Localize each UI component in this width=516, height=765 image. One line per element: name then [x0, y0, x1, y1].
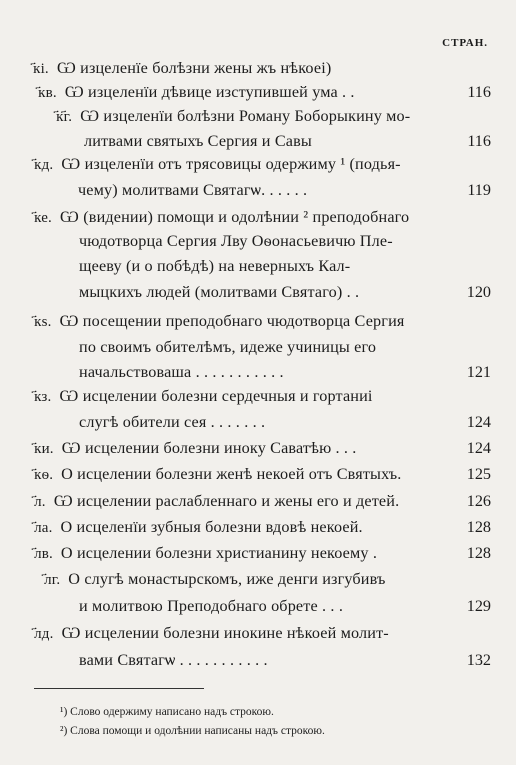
- toc-entry-text: Ѡ посещении преподобнаго чюдотворца Сергия: [59, 312, 405, 330]
- toc-entry-line: [78, 180, 307, 200]
- toc-entry-text: Ѡ (видении) помощи и одолѣнии ² преподобнаго: [59, 208, 410, 226]
- toc-page-number: 126: [466, 492, 491, 510]
- toc-entry-line: [44, 569, 386, 590]
- footnote-text: Слово одержиму написано надъ строкою.: [70, 706, 274, 718]
- toc-entry-line: [56, 106, 410, 127]
- toc-entry-line: [79, 282, 359, 302]
- toc-entry-text: Ѡ исцелении болезни инокине нѣкоей молит-: [61, 624, 389, 642]
- toc-page-number: 116: [467, 132, 491, 150]
- toc-entry-line: [79, 362, 284, 382]
- toc-entry-number: ҃кі.: [33, 61, 49, 77]
- toc-page-number: 119: [467, 181, 491, 199]
- toc-entry-text: О слугѣ монастырскомъ, иже денги изгубивъ: [68, 570, 386, 588]
- footnote-divider: [34, 688, 204, 689]
- toc-entry-number: ҃ки.: [34, 441, 54, 457]
- toc-page-number: 124: [466, 413, 491, 431]
- toc-entry-text: слугѣ обители сея . . . . . . .: [79, 413, 266, 431]
- footnote: [60, 724, 325, 738]
- toc-entry-line: [34, 207, 409, 228]
- toc-entry-text: Ѡ исцелении болезни иноку Саватѣю . . .: [61, 439, 357, 457]
- toc-entry-line: [34, 386, 373, 407]
- footnote-text: Слова помощи и одолѣнии написаны надъ строкою.: [70, 725, 325, 737]
- toc-entry-line: [34, 464, 401, 485]
- toc-entry-line: [38, 82, 355, 103]
- footnote: [60, 705, 274, 719]
- toc-entry-line: [34, 543, 377, 564]
- toc-entry-line: [34, 623, 389, 644]
- toc-page-number: 116: [467, 83, 491, 101]
- toc-page-number: 121: [466, 363, 491, 381]
- toc-entry-text: по своимъ обителѣмъ, идеже учиницы его: [79, 338, 377, 356]
- toc-entry-line: [34, 154, 401, 175]
- toc-entry-number: ҃к҃г.: [56, 109, 73, 125]
- toc-entry-text: Ѡ исцелении раслабленнаго и жены его и детей.: [53, 492, 400, 510]
- toc-entry-line: [34, 517, 363, 538]
- toc-entry-line: [34, 311, 404, 332]
- toc-entry-number: ҃кѕ.: [34, 314, 52, 330]
- toc-entry-number: ҃л.: [34, 494, 46, 510]
- toc-entry-number: ҃лг.: [44, 572, 61, 588]
- toc-entry-number: ҃кѳ.: [34, 467, 54, 483]
- toc-page-number: 125: [466, 465, 491, 483]
- toc-entry-text: Ѡ изцеленїе болѣзни жены жъ нѣкоеі): [56, 59, 332, 77]
- toc-entry-line: [79, 256, 350, 276]
- toc-page-number: 128: [466, 518, 491, 536]
- toc-entry-text: начальствоваша . . . . . . . . . . .: [79, 363, 284, 381]
- toc-entry-line: [79, 596, 343, 616]
- toc-entry-text: О исцелении болезни христианину некоему .: [60, 544, 378, 562]
- footnote-mark: ²): [60, 725, 71, 737]
- toc-entry-line: [34, 438, 357, 459]
- toc-entry-text: Ѡ изцеленїи отъ трясовицы одержиму ¹ (подья-: [61, 155, 401, 173]
- toc-entry-text: вами Святагѡ . . . . . . . . . . .: [79, 651, 268, 669]
- toc-entry-text: Ѡ изцеленїи дѣвице изступившей ума . .: [64, 83, 355, 101]
- toc-entry-number: ҃лв.: [34, 546, 53, 562]
- toc-entry-number: ҃лд.: [34, 626, 54, 642]
- toc-entry-line: [34, 491, 399, 512]
- toc-entry-line: [79, 337, 376, 357]
- toc-entry-text: О исцеленїи зубныя болезни вдовѣ некоей.: [60, 518, 363, 536]
- page-header-label: СТРАН.: [442, 37, 488, 49]
- toc-page-number: 120: [466, 283, 491, 301]
- toc-entry-number: ҃ла.: [34, 520, 53, 536]
- toc-entry-text: Ѡ исцелении болезни сердечныя и гортаниі: [59, 387, 373, 405]
- toc-entry-text: литвами святыхъ Сергия и Савы: [84, 132, 312, 150]
- toc-page-number: 124: [466, 439, 491, 457]
- toc-entry-line: [79, 231, 393, 251]
- toc-page-number: 129: [466, 597, 491, 615]
- toc-entry-line: [84, 131, 312, 151]
- toc-entry-number: ҃ке.: [34, 210, 52, 226]
- toc-entry-text: Ѡ изцеленїи болѣзни Роману Боборыкину мо-: [80, 107, 411, 125]
- toc-entry-line: [79, 412, 265, 432]
- toc-entry-number: ҃кв.: [38, 85, 57, 101]
- toc-page-number: 132: [466, 651, 491, 669]
- toc-entry-line: [33, 58, 331, 79]
- toc-entry-text: О исцелении болезни женѣ некоей отъ Святыхъ.: [61, 465, 402, 483]
- toc-entry-text: щееву (и о побѣдѣ) на неверныхъ Кал-: [79, 257, 351, 275]
- toc-entry-text: и молитвою Преподобнаго обрете . . .: [79, 597, 344, 615]
- toc-entry-text: чюдотворца Сергия Лву Оѳонасьевичю Пле-: [79, 232, 393, 250]
- toc-entry-line: [79, 650, 268, 670]
- toc-entry-text: чему) молитвами Святагѡ. . . . . .: [78, 181, 308, 199]
- toc-page-number: 128: [466, 544, 491, 562]
- toc-entry-number: ҃кз.: [34, 389, 52, 405]
- footnote-mark: ¹): [60, 706, 71, 718]
- toc-entry-text: мыцкихъ людей (молитвами Святаго) . .: [79, 283, 360, 301]
- toc-entry-number: ҃кд.: [34, 157, 54, 173]
